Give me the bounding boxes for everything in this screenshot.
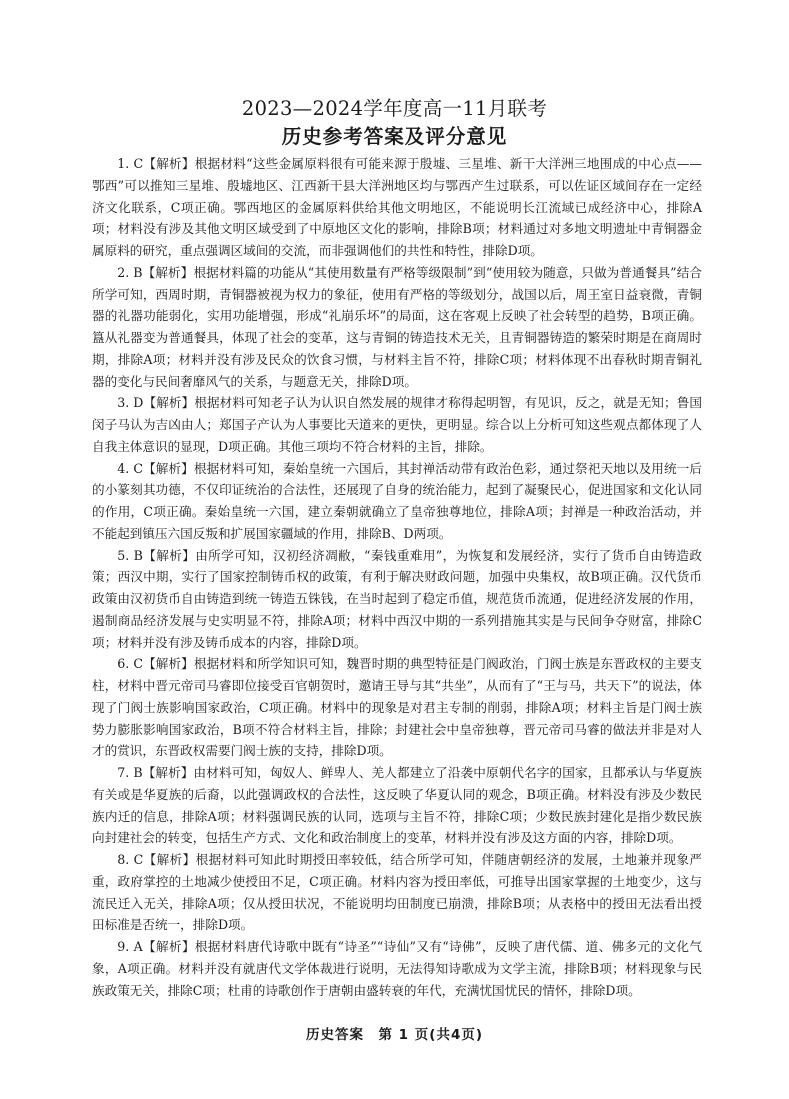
answer-item-4: 4. C【解析】根据材料可知，秦始皇统一六国后，其封禅活动带有政治色彩，通过祭祀天地以及用统一后的小篆刻其功德，不仅印证统治的合法性，还展现了自身的统治能力，起到了凝聚民心，促进国家和文化认同的作用，C项正确。秦始皇统一六国，建立秦朝就确立了皇帝独尊地位，排除A项；封禅是一种政治活动，并不能起到镇压六国反叛和扩展国家疆域的作用，排除B、D两项。 <box>92 460 702 541</box>
answer-item-3: 3. D【解析】根据材料可知老子认为认识自然发展的规律才称得起明智，有见识，反之，就是无知；鲁国闵子马认为吉凶由人；郑国子产认为人事要比天道来的更快，更明显。综合以上分析可知这些观点都体现了人自我主体意识的显现，D项正确。其他三项均不符合材料的主旨，排除。 <box>92 395 702 454</box>
answer-item-2: 2. B【解析】根据材料篇的功能从“其使用数量有严格等级限制”到“使用较为随意，只做为普通餐具”结合所学可知，西周时期，青铜器被视为权力的象征，使用有严格的等级划分，战国以后，周王室日益衰微，青铜器的礼器功能弱化，实用功能增强，形成“礼崩乐坏”的局面，这在客观上反映了社会转型的趋势，B项正确。簋从礼器变为普通餐具，体现了社会的变革，这与青铜的铸造技术无关，且青铜器铸造的繁荣时期是在商周时期，排除A项；材料并没有涉及民众的饮食习惯，与材料主旨不符，排除C项；材料体现不出春秋时期青铜礼器的变化与民间奢靡风气的关系，与题意无关，排除D项。 <box>92 264 702 389</box>
answer-item-1: 1. C【解析】根据材料“这些金属原料很有可能来源于殷墟、三星堆、新干大洋洲三地围成的中心点——鄂西”可以推知三星堆、殷墟地区、江西新干县大洋洲地区均与鄂西产生过联系，可以佐证区域间存在一定经济文化联系，C项正确。鄂西地区的金属原料供给其他文明地区，不能说明长江流域已成经济中心，排除A项；材料没有涉及其他文明区域受到了中原地区文化的影响，排除B项；材料通过对多地文明遗址中青铜器金属原料的研究，重点强调区域间的交流，而非强调他们的共性和特性，排除D项。 <box>92 156 702 258</box>
page-footer: 历史答案 第 1 页(共4页) <box>305 1027 484 1043</box>
answer-item-9: 9. A【解析】根据材料唐代诗歌中既有“诗圣”“诗仙”又有“诗佛”，反映了唐代儒、道、佛多元的文化气象，A项正确。材料并没有就唐代文学体裁进行说明，无法得知诗歌成为文学主流，排除B项；材料现象与民族政策无关，排除C项；杜甫的诗歌创作于唐朝由盛转衰的年代，充满忧国忧民的情怀，排除D项。 <box>92 939 702 998</box>
document-title: 历史参考答案及评分意见 <box>281 125 508 148</box>
answer-item-7: 7. B【解析】由材料可知，匈奴人、鲜卑人、羌人都建立了沿袭中原朝代名字的国家，且都承认与华夏族有关或是华夏族的后裔，以此强调政权的合法性，这反映了华夏认同的观念，B项正确。材料没有涉及少数民族内迁的信息，排除A项；材料强调民族的认同，选项与主旨不符，排除C项；少数民族封建化是指少数民族向封建社会的转变，包括生产方式、文化和政治制度上的变革，材料并没有涉及这方面的内容，排除D项。 <box>92 765 702 846</box>
answer-item-8: 8. C【解析】根据材料可知此时期授田率较低，结合所学可知，伴随唐朝经济的发展，土地兼并现象严重，政府掌控的土地减少使授田不足，C项正确。材料内容为授田率低，可推导出国家掌握的土地变少，这与流民迁入无关，排除A项；仅从授田状况，不能说明均田制度已崩溃，排除B项；从表格中的授田无法看出授田标准是否统一，排除D项。 <box>92 852 702 933</box>
answer-item-6: 6. C【解析】根据材料和所学知识可知，魏晋时期的典型特征是门阀政治，门阀士族是东晋政权的主要支柱，材料中晋元帝司马睿即位接受百官朝贺时，邀请王导与其“共坐”，从而有了“王与马，共天下”的说法，体现了门阀士族影响国家政治，C项正确。材料中的现象是对君主专制的削弱，排除A项；材料主旨是门阀士族势力膨胀影响国家政治，B项不符合材料主旨，排除；封建社会中皇帝独尊，晋元帝司马睿的做法并非是对人才的赏识，东晋政权需要门阀士族的支持，排除D项。 <box>92 656 702 759</box>
answer-item-5: 5. B【解析】由所学可知，汉初经济凋敝，“秦钱重难用”，为恢复和发展经济，实行了货币自由铸造政策；西汉中期，实行了国家控制铸币权的政策，有利于解决财政问题，加强中央集权，故B项正确。汉代货币政策由汉初货币自由铸造到统一铸造五铢钱，在当时起到了稳定币值，规范货币流通，促进经济发展的作用，遏制商品经济发展与史实明显不符，排除A项；材料中西汉中期的一系列措施其实是与民间争夺财富，排除C项；材料并没有涉及铸币成本的内容，排除D项。 <box>92 547 702 650</box>
answer-list <box>92 153 702 1001</box>
exam-title: 2023—2024学年度高一11月联考 <box>241 97 548 120</box>
